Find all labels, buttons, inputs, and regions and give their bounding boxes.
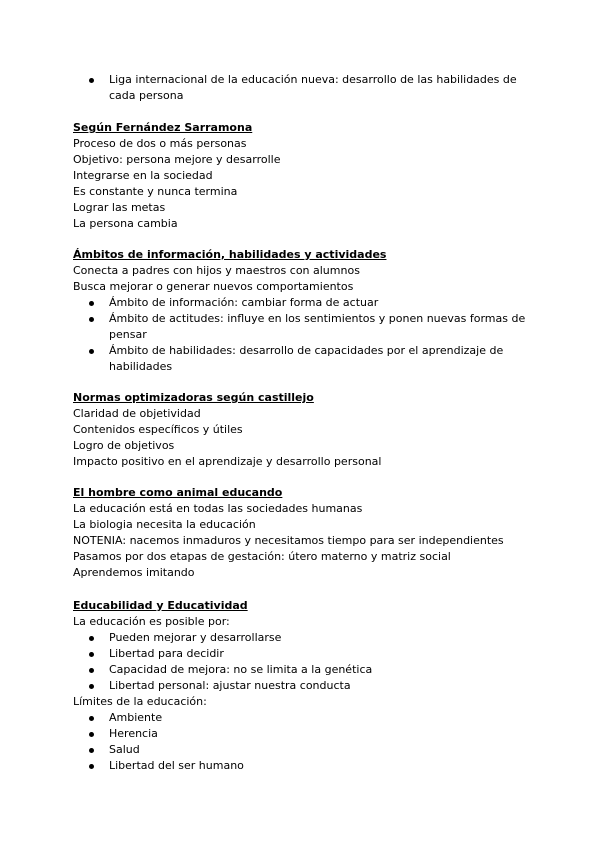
- bullet-icon: [89, 301, 94, 306]
- text-line: Contenidos específicos y útiles: [73, 423, 243, 436]
- bullet-icon: [89, 684, 94, 689]
- list-item: Pueden mejorar y desarrollarse: [73, 630, 528, 646]
- bullet-icon: [89, 716, 94, 721]
- list-item: Libertad personal: ajustar nuestra conducta: [73, 678, 528, 694]
- list-item: Ámbito de información: cambiar forma de actuar: [73, 295, 528, 311]
- section-heading: Normas optimizadoras según castillejo: [73, 391, 314, 404]
- text-line: Proceso de dos o más personas: [73, 137, 247, 150]
- educabilidad-bullet-list: [73, 630, 528, 694]
- section-normas-optimizadoras: [73, 390, 528, 470]
- text-line: Límites de la educación:: [73, 695, 207, 708]
- text-line: Pasamos por dos etapas de gestación: útero materno y matriz social: [73, 550, 451, 563]
- text-line: NOTENIA: nacemos inmaduros y necesitamos tiempo para ser independientes: [73, 534, 504, 547]
- text-line: Integrarse en la sociedad: [73, 169, 213, 182]
- text-line: La educación está en todas las sociedades humanas: [73, 502, 363, 515]
- text-line: Claridad de objetividad: [73, 407, 201, 420]
- bullet-icon: [89, 764, 94, 769]
- bullet-icon: [89, 668, 94, 673]
- text-line: Conecta a padres con hijos y maestros con alumnos: [73, 264, 360, 277]
- intro-block: [73, 72, 528, 104]
- list-item: Herencia: [73, 726, 528, 742]
- bullet-icon: [89, 732, 94, 737]
- limites-bullet-list: [73, 710, 528, 774]
- text-line: Logro de objetivos: [73, 439, 175, 452]
- text-line: Aprendemos imitando: [73, 566, 195, 579]
- text-line: La biologia necesita la educación: [73, 518, 256, 531]
- text-line: Objetivo: persona mejore y desarrolle: [73, 153, 281, 166]
- intro-bullet-list: [73, 72, 528, 104]
- text-line: La educación es posible por:: [73, 615, 230, 628]
- list-item: Liga internacional de la educación nueva: desarrollo de las habilidades de cada persona: [73, 72, 528, 104]
- section-heading: Educabilidad y Educatividad: [73, 599, 248, 612]
- section-heading: Ámbitos de información, habilidades y actividades: [73, 248, 387, 261]
- section-heading: Según Fernández Sarramona: [73, 121, 253, 134]
- list-item: Libertad del ser humano: [73, 758, 528, 774]
- list-item: Ámbito de habilidades: desarrollo de capacidades por el aprendizaje de habilidades: [73, 343, 528, 375]
- bullet-icon: [89, 78, 94, 83]
- bullet-icon: [89, 748, 94, 753]
- text-line: Impacto positivo en el aprendizaje y desarrollo personal: [73, 455, 382, 468]
- text-line: Busca mejorar o generar nuevos comportamientos: [73, 280, 354, 293]
- ambitos-bullet-list: [73, 295, 528, 375]
- section-heading: El hombre como animal educando: [73, 486, 283, 499]
- bullet-icon: [89, 349, 94, 354]
- text-line: Lograr las metas: [73, 201, 166, 214]
- list-item: Salud: [73, 742, 528, 758]
- section-ambitos: [73, 247, 528, 375]
- bullet-icon: [89, 636, 94, 641]
- section-hombre-animal-educando: [73, 485, 528, 581]
- list-item: Ambiente: [73, 710, 528, 726]
- section-fernandez-sarramona: [73, 120, 528, 232]
- section-educabilidad-educatividad: [73, 598, 528, 774]
- bullet-icon: [89, 652, 94, 657]
- text-line: Es constante y nunca termina: [73, 185, 238, 198]
- list-item: Ámbito de actitudes: influye en los sentimientos y ponen nuevas formas de pensar: [73, 311, 528, 343]
- list-item: Libertad para decidir: [73, 646, 528, 662]
- bullet-icon: [89, 317, 94, 322]
- text-line: La persona cambia: [73, 217, 178, 230]
- list-item: Capacidad de mejora: no se limita a la genética: [73, 662, 528, 678]
